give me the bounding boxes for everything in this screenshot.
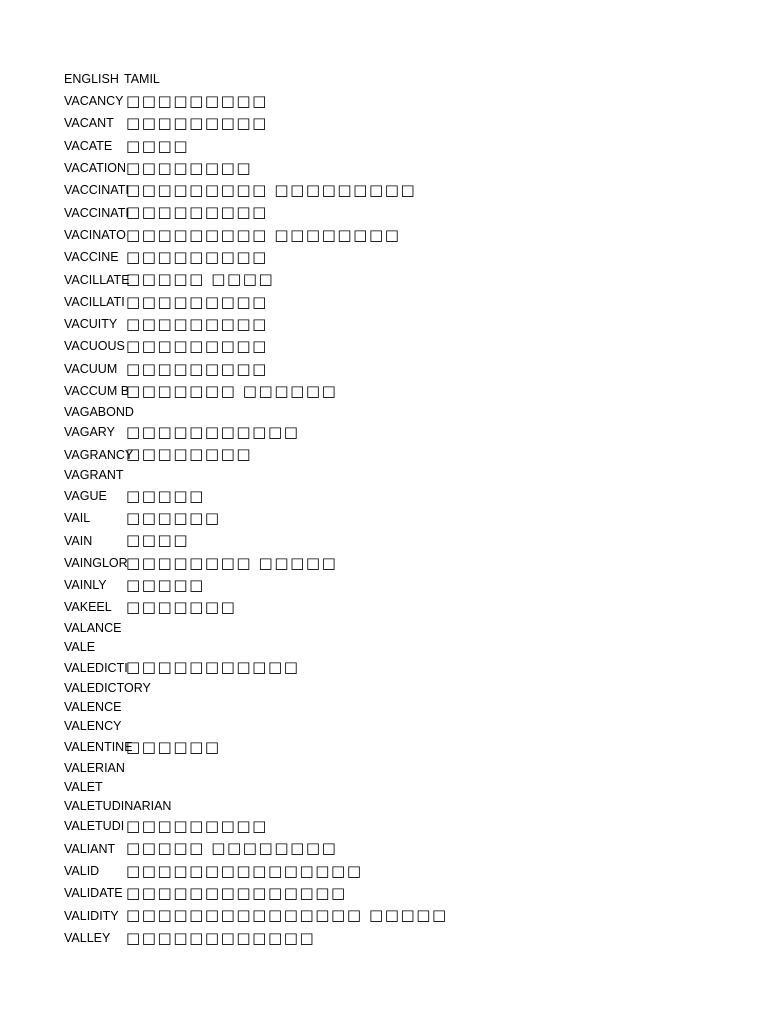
english-word: VAGUE — [64, 488, 107, 503]
tamil-translation: □□□□□□□□□ — [126, 114, 268, 133]
word-row — [64, 291, 744, 313]
tamil-translation: □□□□□ □□□□ — [126, 270, 275, 289]
word-row — [64, 777, 744, 796]
word-row — [64, 815, 744, 837]
english-word: VACANCY — [64, 94, 124, 109]
tamil-translation: □□□□□□ — [126, 508, 221, 527]
english-word: VALE — [64, 640, 96, 655]
english-word: VACATION — [64, 161, 127, 176]
english-word: VALENTINE — [64, 740, 133, 755]
word-row — [64, 657, 744, 679]
tamil-translation: □□□□□□□□□ — [126, 91, 268, 110]
word-row — [64, 90, 744, 112]
english-word: VALENCY — [64, 719, 122, 734]
tamil-translation: □□□□□□□□□ — [126, 337, 268, 356]
english-word: VACCINE — [64, 250, 119, 265]
word-row — [64, 552, 744, 574]
english-word: VACCINATI — [64, 205, 129, 220]
word-row — [64, 179, 744, 201]
word-row — [64, 619, 744, 638]
english-word: VALANCE — [64, 621, 122, 636]
tamil-translation: □□□□□□□□□ □□□□□□□□ — [126, 225, 401, 244]
word-row — [64, 157, 744, 179]
word-list — [64, 90, 744, 949]
english-word: VAIL — [64, 511, 91, 526]
tamil-translation: □□□□□□ — [126, 737, 221, 756]
english-word: VALENCE — [64, 700, 122, 715]
word-row — [64, 358, 744, 380]
tamil-column-header: TAMIL — [124, 71, 160, 86]
word-row — [64, 421, 744, 443]
word-row — [64, 402, 744, 421]
word-row — [64, 638, 744, 657]
tamil-translation: □□□□□□□□□□□□□□□ — [126, 861, 363, 880]
word-row — [64, 530, 744, 552]
english-word: VACILLATE — [64, 272, 130, 287]
word-row — [64, 313, 744, 335]
english-word: VAGABOND — [64, 404, 134, 419]
word-row — [64, 507, 744, 529]
english-word: VAINGLOR — [64, 555, 128, 570]
tamil-translation: □□□□□□□□ — [126, 158, 253, 177]
english-word: VALERIAN — [64, 760, 125, 775]
word-row — [64, 246, 744, 268]
english-word: VALET — [64, 779, 103, 794]
word-row — [64, 679, 744, 698]
word-row — [64, 597, 744, 619]
word-row — [64, 336, 744, 358]
tamil-translation: □□□□□□□□□□□ — [126, 658, 300, 677]
header-row — [64, 68, 744, 90]
word-row — [64, 224, 744, 246]
english-word: VACANT — [64, 116, 114, 131]
word-row — [64, 882, 744, 904]
english-word: VALID — [64, 863, 100, 878]
word-row — [64, 113, 744, 135]
tamil-translation: □□□□□ — [126, 486, 205, 505]
english-word: VACATE — [64, 138, 113, 153]
tamil-translation: □□□□□□□□□ — [126, 203, 268, 222]
word-row — [64, 717, 744, 736]
english-word: VALEDICTORY — [64, 681, 151, 696]
tamil-translation: □□□□□□□□□ — [126, 314, 268, 333]
word-row — [64, 838, 744, 860]
english-word: VALETUDINARIAN — [64, 798, 172, 813]
word-row — [64, 736, 744, 758]
word-row — [64, 796, 744, 815]
english-word: VAINLY — [64, 578, 107, 593]
english-word: VACUOUS — [64, 339, 125, 354]
glossary-sheet — [64, 68, 744, 949]
english-word: VALIANT — [64, 841, 116, 856]
english-word: VAIN — [64, 533, 93, 548]
english-word: VACUITY — [64, 317, 118, 332]
english-word: VAGRANT — [64, 468, 124, 483]
english-word: VAGARY — [64, 425, 115, 440]
word-row — [64, 380, 744, 402]
word-row — [64, 466, 744, 485]
word-row — [64, 485, 744, 507]
word-row — [64, 444, 744, 466]
tamil-translation: □□□□□□□□□□□□□□□ □□□□□ — [126, 906, 448, 925]
word-row — [64, 574, 744, 596]
english-word: VALLEY — [64, 930, 111, 945]
tamil-translation: □□□□ — [126, 136, 190, 155]
tamil-translation: □□□□□□□□□ — [126, 292, 268, 311]
word-row — [64, 202, 744, 224]
word-row — [64, 135, 744, 157]
tamil-translation: □□□□□□□□ — [126, 445, 253, 464]
english-word: VALIDATE — [64, 886, 123, 901]
english-word: VALEDICTI — [64, 660, 128, 675]
tamil-translation: □□□□□□□ □□□□□□ — [126, 381, 338, 400]
word-row — [64, 905, 744, 927]
english-word: VALETUDI — [64, 819, 125, 834]
word-row — [64, 269, 744, 291]
tamil-translation: □□□□□□□□□ — [126, 359, 268, 378]
tamil-translation: □□□□□□□□□□□□ — [126, 928, 316, 947]
tamil-translation: □□□□□□□ — [126, 598, 237, 617]
english-word: VACCINATI — [64, 183, 129, 198]
tamil-translation: □□□□□□□□□□□□□□ — [126, 883, 347, 902]
english-word: VALIDITY — [64, 908, 119, 923]
tamil-translation: □□□□□ — [126, 575, 205, 594]
english-word: VACILLATI — [64, 294, 125, 309]
english-word: VACUUM — [64, 361, 118, 376]
tamil-translation: □□□□□□□□□ □□□□□□□□□ — [126, 181, 417, 200]
tamil-translation: □□□□ — [126, 531, 190, 550]
word-row — [64, 758, 744, 777]
word-row — [64, 927, 744, 949]
tamil-translation: □□□□□□□□□□□ — [126, 423, 300, 442]
english-word: VAGRANCY — [64, 447, 134, 462]
word-row — [64, 698, 744, 717]
english-column-header: ENGLISH — [64, 71, 119, 86]
tamil-translation: □□□□□ □□□□□□□□ — [126, 839, 338, 858]
english-word: VACINATO — [64, 227, 126, 242]
tamil-translation: □□□□□□□□□ — [126, 248, 268, 267]
tamil-translation: □□□□□□□□ □□□□□ — [126, 553, 338, 572]
english-word: VAKEEL — [64, 600, 112, 615]
word-row — [64, 860, 744, 882]
tamil-translation: □□□□□□□□□ — [126, 817, 268, 836]
english-word: VACCUM B — [64, 384, 130, 399]
